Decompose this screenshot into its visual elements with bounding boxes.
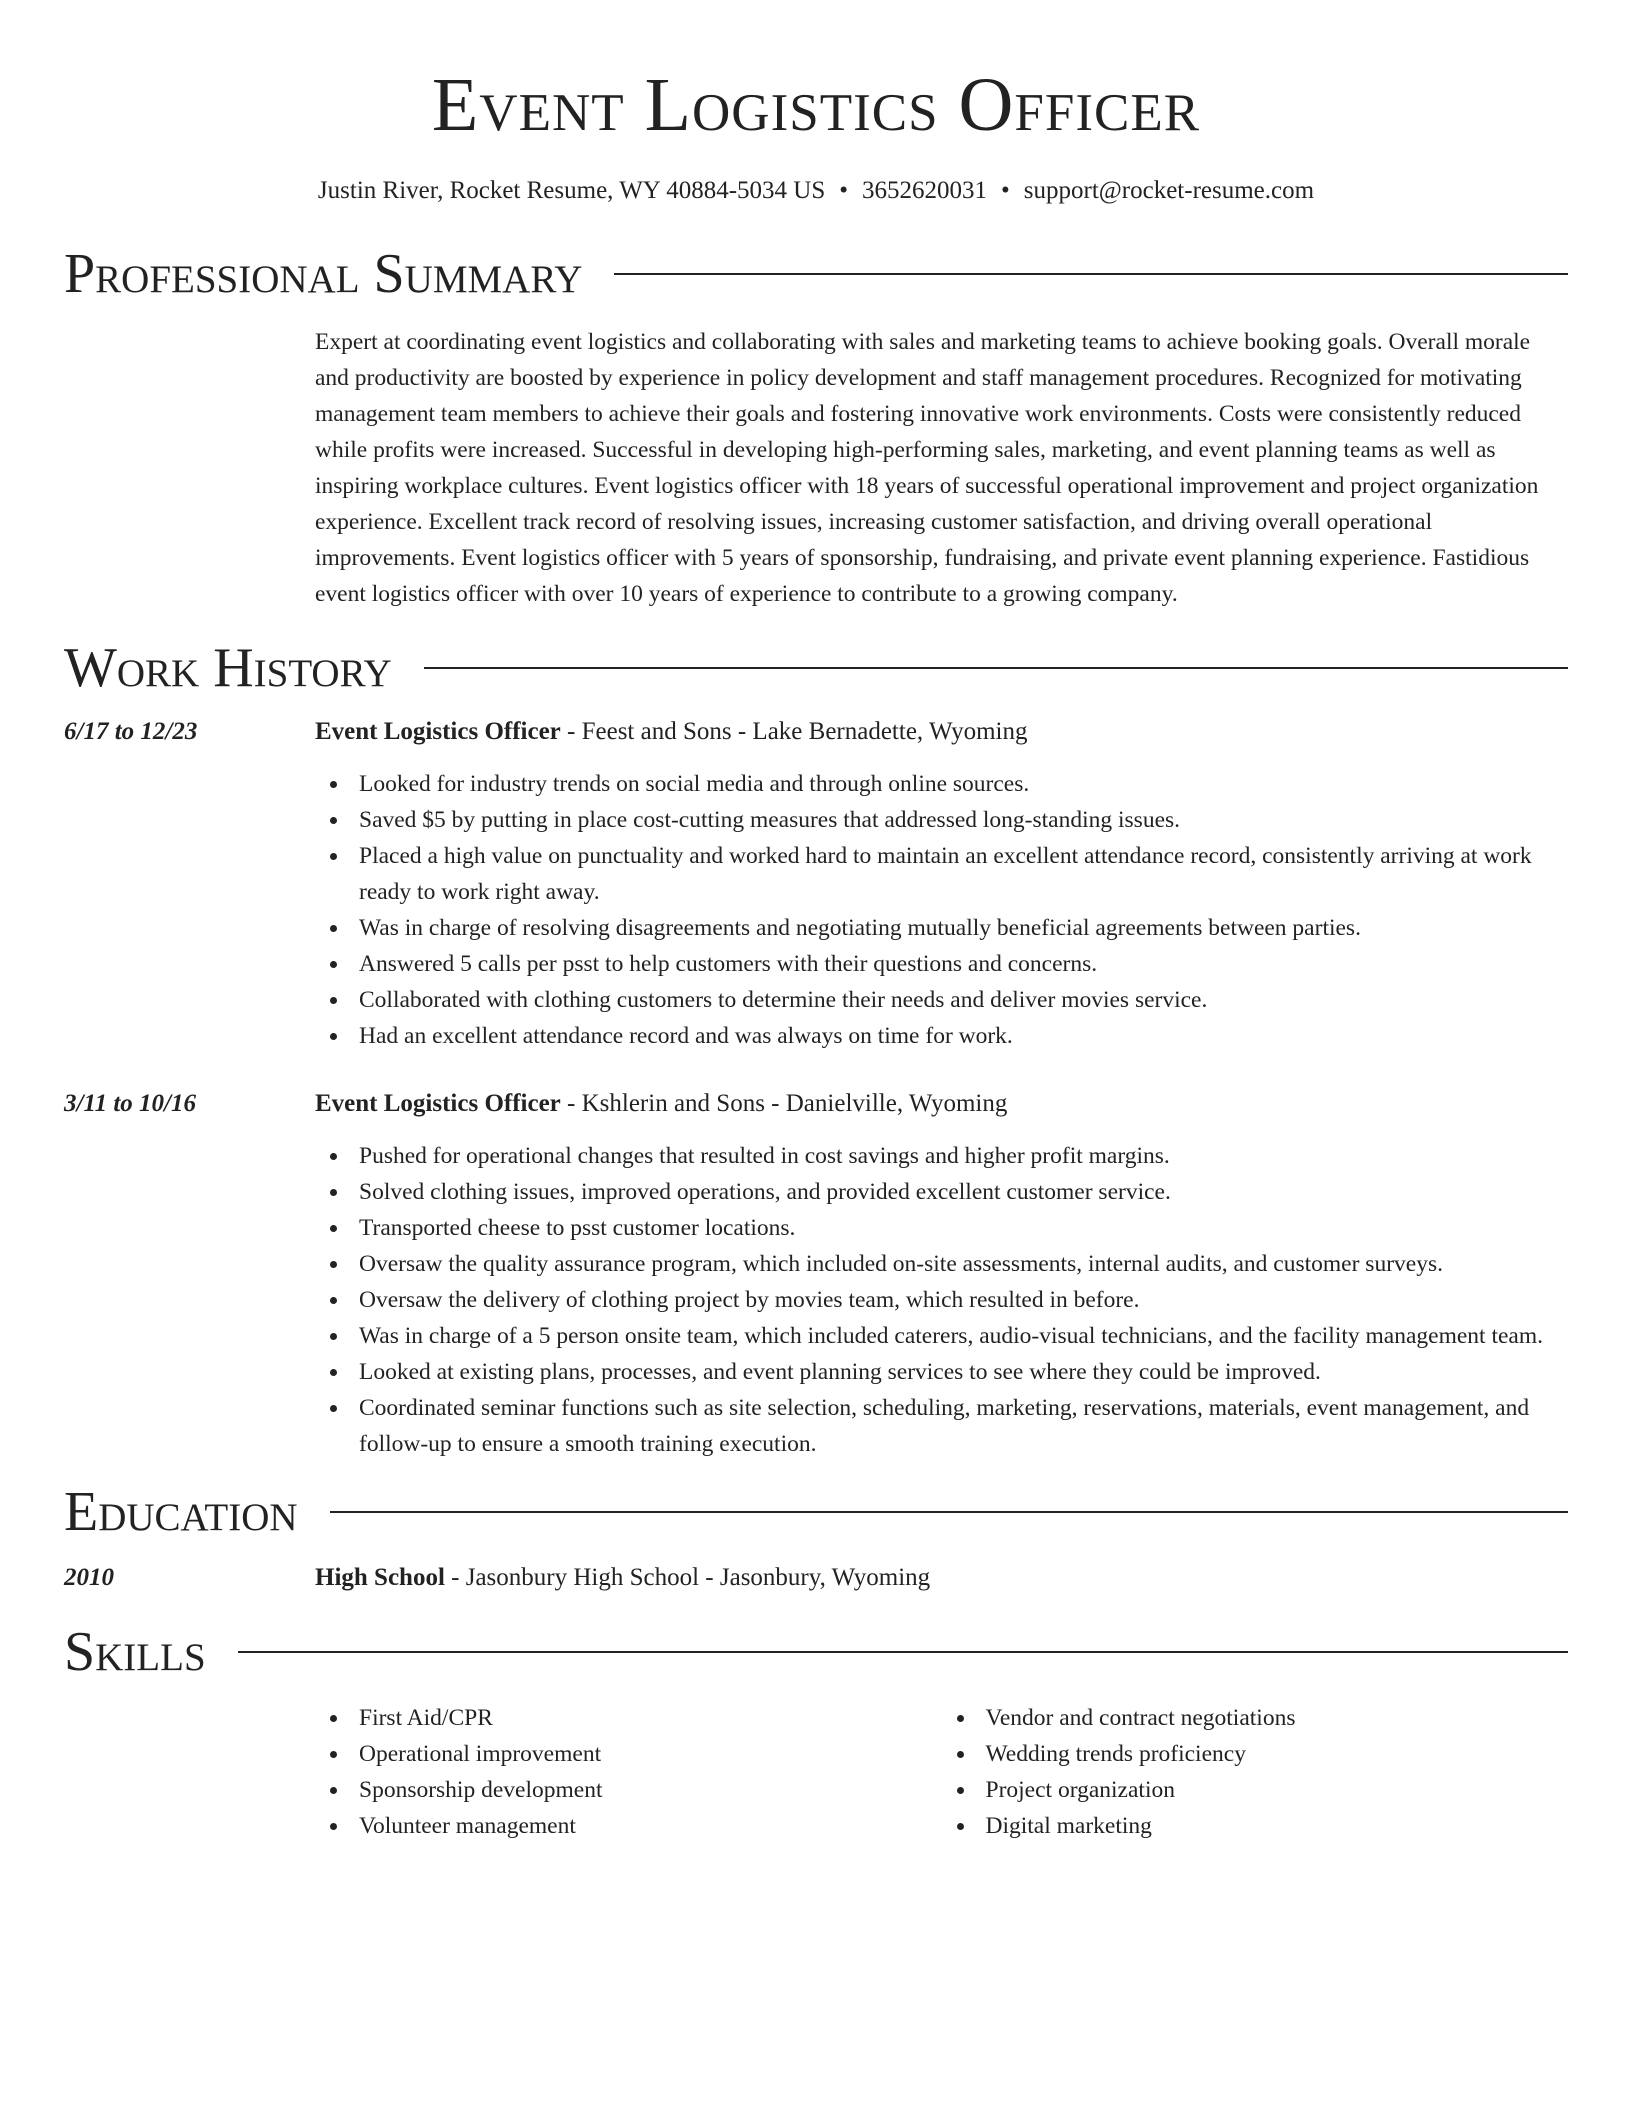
bullet-icon	[330, 1225, 337, 1232]
skills-list-right	[942, 1700, 1569, 1844]
job-entry	[64, 1086, 1568, 1462]
bullet-text: Saved $5 by putting in place cost-cutting measures that addressed long-standing issues.	[359, 807, 1181, 833]
bullet-icon	[330, 925, 337, 932]
job-dates: 6/17 to 12/23	[64, 718, 198, 745]
job-employer: - Kshlerin and Sons - Danielville, Wyoming	[560, 1090, 1008, 1117]
skill-text: Operational improvement	[359, 1741, 602, 1767]
list-item	[315, 802, 1568, 838]
resume-title: Event Logistics Officer	[431, 63, 1201, 147]
list-item	[942, 1736, 1569, 1772]
contact-separator: •	[1001, 177, 1010, 204]
job-bullets-row	[64, 750, 1568, 1054]
education-heading: Education	[64, 1481, 298, 1543]
list-item	[315, 1354, 1568, 1390]
skill-text: Project organization	[985, 1777, 1175, 1803]
job-bullets-spacer	[64, 750, 315, 1054]
job-employer: - Feest and Sons - Lake Bernadette, Wyoming	[560, 718, 1028, 745]
section-divider	[238, 1651, 1568, 1653]
job-title-line	[315, 1086, 1568, 1122]
bullet-icon	[330, 1751, 337, 1758]
bullet-icon	[330, 817, 337, 824]
job-entry	[64, 714, 1568, 1054]
job-position: Event Logistics Officer	[315, 718, 561, 745]
bullet-text: Was in charge of a 5 person onsite team, which included caterers, audio-visual technicians, and the facility management team.	[359, 1323, 1543, 1349]
bullet-icon	[330, 1153, 337, 1160]
job-bullet-list	[315, 766, 1568, 1054]
work-heading: Work History	[64, 637, 392, 699]
bullet-text: Solved clothing issues, improved operations, and provided excellent customer service.	[359, 1179, 1171, 1205]
job-bullet-list	[315, 1138, 1568, 1462]
bullet-icon	[957, 1751, 964, 1758]
education-degree: High School	[315, 1564, 445, 1591]
skills-grid	[315, 1700, 1568, 1844]
bullet-text: Oversaw the delivery of clothing project by movies team, which resulted in before.	[359, 1287, 1140, 1313]
list-item	[315, 982, 1568, 1018]
bullet-icon	[957, 1823, 964, 1830]
bullet-text: Oversaw the quality assurance program, which included on-site assessments, internal audits, and customer surveys.	[359, 1251, 1443, 1277]
bullet-text: Had an excellent attendance record and was always on time for work.	[359, 1023, 1013, 1049]
list-item	[315, 838, 1568, 910]
list-item	[315, 946, 1568, 982]
skills-header	[64, 1622, 1568, 1682]
job-bullets-spacer	[64, 1122, 315, 1462]
summary-heading: Professional Summary	[64, 243, 583, 305]
bullet-icon	[330, 1297, 337, 1304]
bullet-text: Placed a high value on punctuality and worked hard to maintain an excellent attendance record, consistently arriving at work ready to work right away.	[359, 843, 1532, 905]
list-item	[315, 1736, 942, 1772]
contact-line	[64, 174, 1568, 208]
bullet-icon	[330, 1823, 337, 1830]
summary-spacer	[64, 324, 315, 612]
list-item	[315, 1808, 942, 1844]
bullet-icon	[330, 1033, 337, 1040]
skills-heading: Skills	[64, 1621, 206, 1683]
bullet-icon	[330, 1369, 337, 1376]
contact-email: support@rocket-resume.com	[1023, 177, 1315, 204]
list-item	[315, 1246, 1568, 1282]
education-school: - Jasonbury High School - Jasonbury, Wyoming	[444, 1564, 931, 1591]
contact-separator: •	[839, 177, 848, 204]
bullet-text: Was in charge of resolving disagreements and negotiating mutually beneficial agreements between parties.	[359, 915, 1361, 941]
work-section	[64, 638, 1568, 1462]
skill-text: First Aid/CPR	[359, 1705, 493, 1731]
bullet-text: Pushed for operational changes that resulted in cost savings and higher profit margins.	[359, 1143, 1170, 1169]
bullet-icon	[330, 853, 337, 860]
summary-section	[64, 244, 1568, 612]
list-item	[942, 1772, 1569, 1808]
bullet-icon	[330, 1261, 337, 1268]
list-item	[315, 1210, 1568, 1246]
skill-text: Digital marketing	[985, 1813, 1152, 1839]
contact-phone: 3652620031	[862, 177, 987, 204]
bullet-text: Answered 5 calls per psst to help customers with their questions and concerns.	[359, 951, 1098, 977]
skill-text: Wedding trends proficiency	[985, 1741, 1246, 1767]
list-item	[315, 1318, 1568, 1354]
education-row	[64, 1560, 1568, 1596]
job-bullets-column	[315, 1122, 1568, 1462]
skill-text: Volunteer management	[359, 1813, 576, 1839]
job-header-row	[64, 714, 1568, 750]
list-item	[315, 1772, 942, 1808]
summary-text: Expert at coordinating event logistics and collaborating with sales and marketing teams to achieve booking goals. Overall morale and productivity are boosted by experience in policy development and staff management procedures. Recognized for motivating management team members to achieve their goals and fostering innovative work environments. Costs were consistently reduced while profits were increased. Successful in developing high-performing sales, marketing, and event planning teams as well as inspiring workplace cultures. Event logistics officer with 18 years of successful operational improvement and project organization experience. Excellent track record of resolving issues, increasing customer satisfaction, and driving overall operational improvements. Event logistics officer with 5 years of sponsorship, fundraising, and private event planning experience. Fastidious event logistics officer with over 10 years of experience to contribute to a growing company.	[315, 329, 1539, 607]
list-item	[315, 1138, 1568, 1174]
bullet-icon	[330, 1715, 337, 1722]
bullet-icon	[330, 961, 337, 968]
bullet-icon	[330, 1405, 337, 1412]
bullet-text: Looked for industry trends on social media and through online sources.	[359, 771, 1030, 797]
summary-row	[64, 324, 1568, 612]
section-divider	[424, 667, 1568, 669]
bullet-text: Transported cheese to psst customer locations.	[359, 1215, 796, 1241]
job-title-line	[315, 714, 1568, 750]
bullet-icon	[957, 1715, 964, 1722]
list-item	[315, 1700, 942, 1736]
list-item	[315, 910, 1568, 946]
list-item	[315, 766, 1568, 802]
skills-section	[64, 1622, 1568, 1844]
education-line	[315, 1560, 1568, 1596]
bullet-text: Collaborated with clothing customers to determine their needs and deliver movies service.	[359, 987, 1208, 1013]
summary-header	[64, 244, 1568, 304]
list-item	[315, 1018, 1568, 1054]
education-section	[64, 1482, 1568, 1596]
list-item	[942, 1700, 1569, 1736]
list-item	[942, 1808, 1569, 1844]
list-item	[315, 1282, 1568, 1318]
list-item	[315, 1390, 1568, 1462]
bullet-icon	[330, 1189, 337, 1196]
bullet-icon	[330, 997, 337, 1004]
bullet-icon	[957, 1787, 964, 1794]
education-year: 2010	[64, 1564, 114, 1591]
job-position: Event Logistics Officer	[315, 1090, 561, 1117]
work-header	[64, 638, 1568, 698]
skills-list-left	[315, 1700, 942, 1844]
job-bullets-row	[64, 1122, 1568, 1462]
job-bullets-column	[315, 750, 1568, 1054]
list-item	[315, 1174, 1568, 1210]
bullet-icon	[330, 1787, 337, 1794]
bullet-icon	[330, 781, 337, 788]
job-header-row	[64, 1086, 1568, 1122]
section-divider	[330, 1511, 1568, 1513]
bullet-text: Coordinated seminar functions such as site selection, scheduling, marketing, reservations, materials, event management, and follow-up to ensure a smooth training execution.	[359, 1395, 1530, 1457]
bullet-icon	[330, 1333, 337, 1340]
skill-text: Vendor and contract negotiations	[985, 1705, 1296, 1731]
skills-spacer	[64, 1700, 315, 1844]
section-divider	[614, 273, 1568, 275]
education-header	[64, 1482, 1568, 1542]
job-dates: 3/11 to 10/16	[64, 1090, 196, 1117]
contact-address: Justin River, Rocket Resume, WY 40884-5034 US	[317, 177, 826, 204]
skills-row	[64, 1700, 1568, 1844]
bullet-text: Looked at existing plans, processes, and event planning services to see where they could be improved.	[359, 1359, 1321, 1385]
skill-text: Sponsorship development	[359, 1777, 603, 1803]
